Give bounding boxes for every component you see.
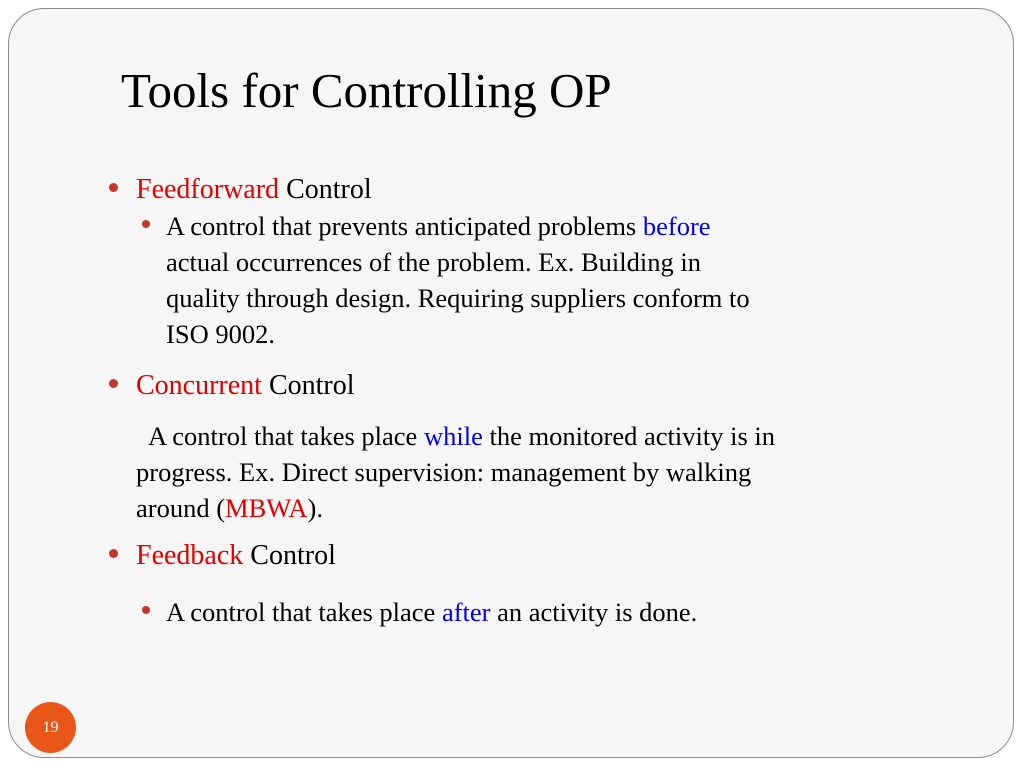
bullet-dot (109, 549, 118, 558)
page-number-badge (25, 702, 76, 753)
detail-text: the monitored activity is in (482, 421, 776, 451)
detail-line: progress. Ex. Direct supervision: management by walking (136, 457, 752, 487)
detail-line: actual occurrences of the problem. Ex. Building in (166, 247, 701, 277)
sub-bullet-dot (142, 220, 150, 228)
heading-rest: Control (261, 370, 355, 401)
detail-text: ). (307, 493, 323, 523)
detail-line (136, 490, 996, 526)
bullet-heading-concurrent (136, 368, 355, 404)
detail-feedforward (166, 208, 966, 352)
detail-line: ISO 9002. (166, 319, 275, 349)
detail-keyword: while (423, 421, 483, 451)
detail-concurrent (136, 418, 996, 526)
bullet-heading-feedforward (136, 172, 372, 208)
sub-bullet-dot (142, 606, 150, 614)
detail-text: around ( (136, 493, 226, 523)
heading-rest: Control (279, 174, 372, 205)
bullet-dot (109, 379, 118, 388)
page-title: Tools for Controlling OP (121, 63, 612, 118)
heading-keyword: Feedforward (136, 174, 280, 205)
heading-rest: Control (243, 540, 336, 571)
detail-text: A control that prevents anticipated problems (166, 211, 643, 241)
detail-line (166, 594, 966, 630)
slide-frame (8, 8, 1014, 758)
bullet-dot (109, 183, 118, 192)
detail-keyword: after (441, 597, 491, 627)
detail-text: an activity is done. (490, 597, 698, 627)
detail-line: quality through design. Requiring suppliers conform to (166, 283, 750, 313)
heading-keyword: Feedback (136, 540, 244, 571)
detail-feedback (166, 594, 966, 630)
detail-keyword: MBWA (225, 493, 308, 523)
page-number: 19 (42, 718, 59, 736)
detail-text: A control that takes place (148, 421, 424, 451)
detail-text: A control that takes place (166, 597, 442, 627)
detail-keyword: before (642, 211, 711, 241)
heading-keyword: Concurrent (136, 370, 262, 401)
bullet-heading-feedback (136, 538, 336, 574)
detail-line (136, 418, 996, 454)
detail-line (166, 208, 966, 244)
